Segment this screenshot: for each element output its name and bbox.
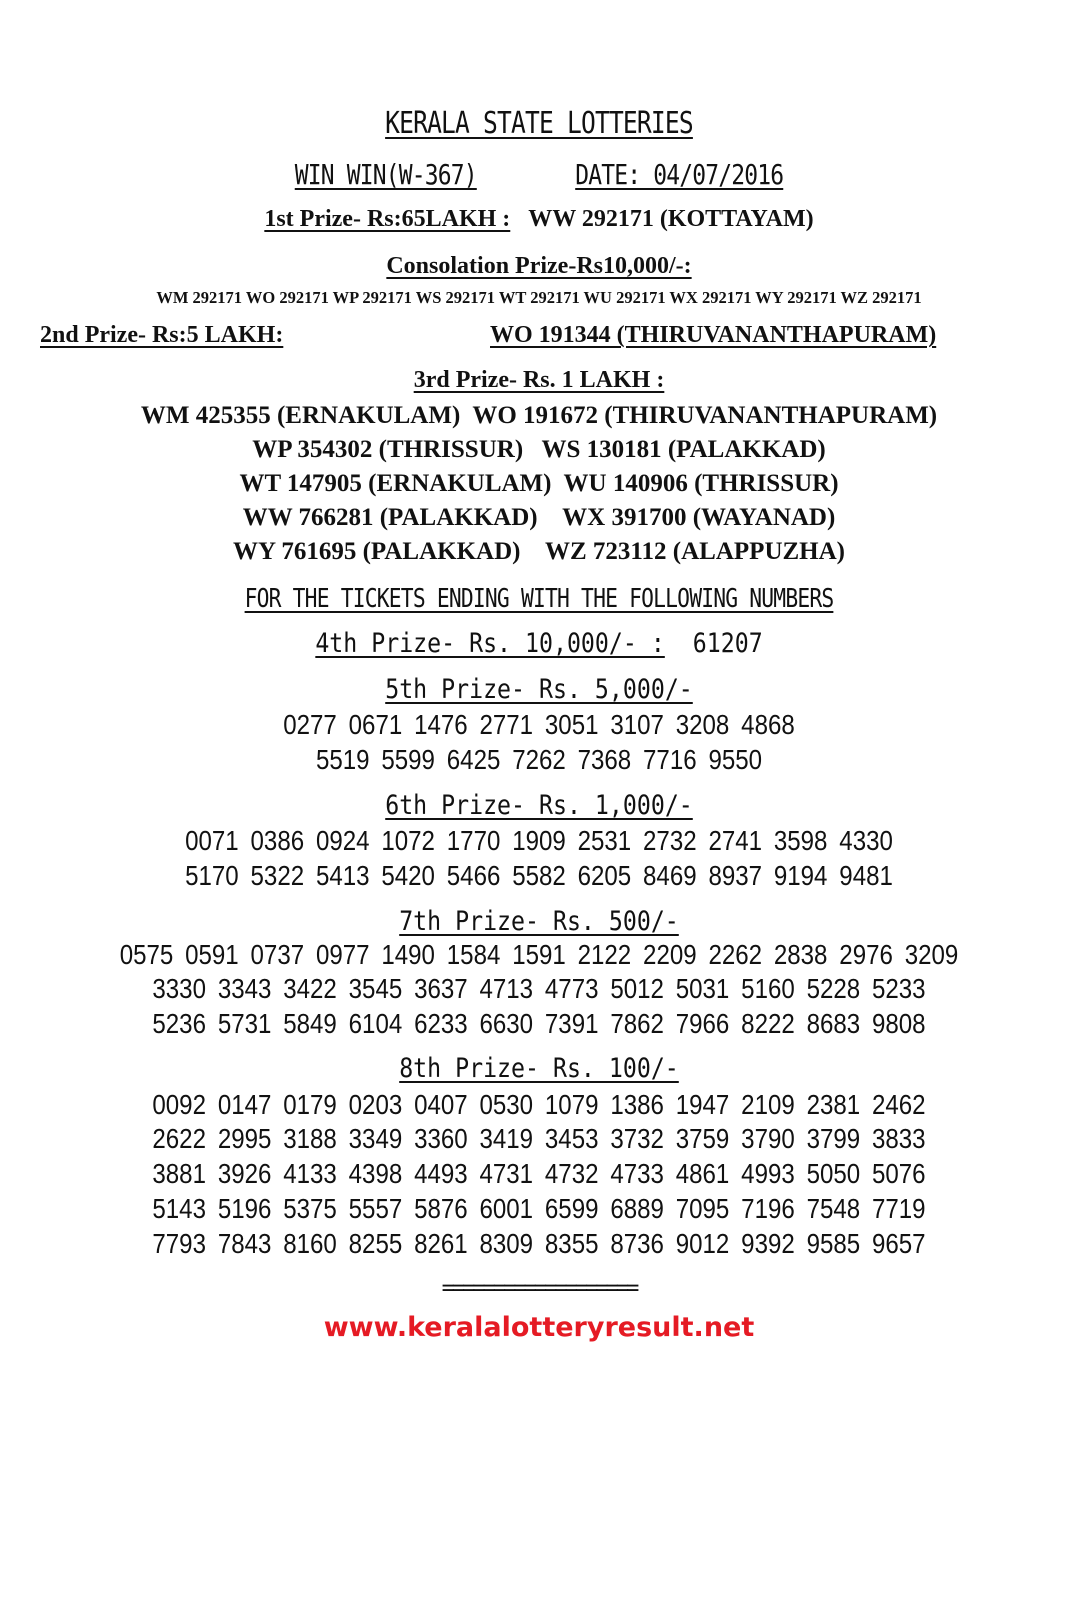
sixth-prize-line: 0071 0386 0924 1072 1770 1909 2531 2732 2741 3598 4330 [185, 825, 893, 856]
eighth-prize-line: 7793 7843 8160 8255 8261 8309 8355 8736 9012 9392 9585 9657 [152, 1228, 926, 1259]
draw-info [97, 158, 981, 191]
fourth-prize [75, 628, 1002, 659]
eighth-prize-line: 0092 0147 0179 0203 0407 0530 1079 1386 1947 2109 2381 2462 [152, 1089, 926, 1120]
divider: =================== [441, 1276, 637, 1301]
eighth-prize-label: 8th Prize- Rs. 100/- [399, 1053, 679, 1084]
first-prize-ticket: WW 292171 (KOTTAYAM) [528, 206, 814, 232]
first-prize-label: 1st Prize- Rs:65LAKH : [264, 206, 511, 232]
website-link[interactable]: www.keralalotteryresult.net [323, 1312, 755, 1343]
fifth-prize-line: 0277 0671 1476 2771 3051 3107 3208 4868 [283, 709, 795, 740]
seventh-prize-line: 0575 0591 0737 0977 1490 1584 1591 2122 2209 2262 2838 2976 3209 [119, 939, 959, 970]
consolation-label: Consolation Prize-Rs10,000/-: [386, 253, 692, 279]
third-prize-line: WT 147905 (ERNAKULAM) WU 140906 (THRISSUR) [239, 470, 839, 497]
third-prize-line: WY 761695 (PALAKKAD) WZ 723112 (ALAPPUZHA) [232, 538, 846, 565]
eighth-prize-line: 3881 3926 4133 4398 4493 4731 4732 4733 4861 4993 5050 5076 [152, 1158, 926, 1189]
eighth-prize-line: 2622 2995 3188 3349 3360 3419 3453 3732 3759 3790 3799 3833 [152, 1123, 926, 1154]
fifth-prize-label: 5th Prize- Rs. 5,000/- [385, 674, 693, 705]
sixth-prize-line: 5170 5322 5413 5420 5466 5582 6205 8469 8937 9194 9481 [185, 860, 893, 891]
seventh-prize-line: 3330 3343 3422 3545 3637 4713 4773 5012 5031 5160 5228 5233 [152, 973, 926, 1004]
seventh-prize-label: 7th Prize- Rs. 500/- [399, 906, 679, 937]
fifth-prize-line: 5519 5599 6425 7262 7368 7716 9550 [315, 744, 763, 775]
sixth-prize-label: 6th Prize- Rs. 1,000/- [385, 790, 693, 821]
consolation-tickets: WM 292171 WO 292171 WP 292171 WS 292171 WT 292171 WU 292171 WX 292171 WY 292171 WZ 292171 [156, 288, 922, 307]
endings-heading: FOR THE TICKETS ENDING WITH THE FOLLOWING NUMBERS [244, 584, 834, 614]
fourth-prize-label: 4th Prize- Rs. 10,000/- : [315, 628, 665, 659]
page-title: KERALA STATE LOTTERIES [385, 106, 693, 141]
seventh-prize-line: 5236 5731 5849 6104 6233 6630 7391 7862 7966 8222 8683 9808 [152, 1008, 926, 1039]
first-prize [0, 206, 1078, 233]
draw-name: WIN WIN(W-367) [294, 158, 477, 191]
draw-date: DATE: 04/07/2016 [575, 158, 784, 191]
second-prize-label: 2nd Prize- Rs:5 LAKH: [40, 322, 284, 348]
fourth-prize-number: 61207 [692, 628, 763, 659]
third-prize-label: 3rd Prize- Rs. 1 LAKH : [413, 367, 665, 393]
third-prize-line: WW 766281 (PALAKKAD) WX 391700 (WAYANAD) [242, 504, 836, 531]
second-prize-ticket: WO 191344 (THIRUVANANTHAPURAM) [490, 322, 937, 348]
third-prize-line: WM 425355 (ERNAKULAM) WO 191672 (THIRUVANANTHAPURAM) [140, 402, 938, 429]
eighth-prize-line: 5143 5196 5375 5557 5876 6001 6599 6889 7095 7196 7548 7719 [152, 1193, 926, 1224]
third-prize-line: WP 354302 (THRISSUR) WS 130181 (PALAKKAD) [252, 436, 826, 463]
